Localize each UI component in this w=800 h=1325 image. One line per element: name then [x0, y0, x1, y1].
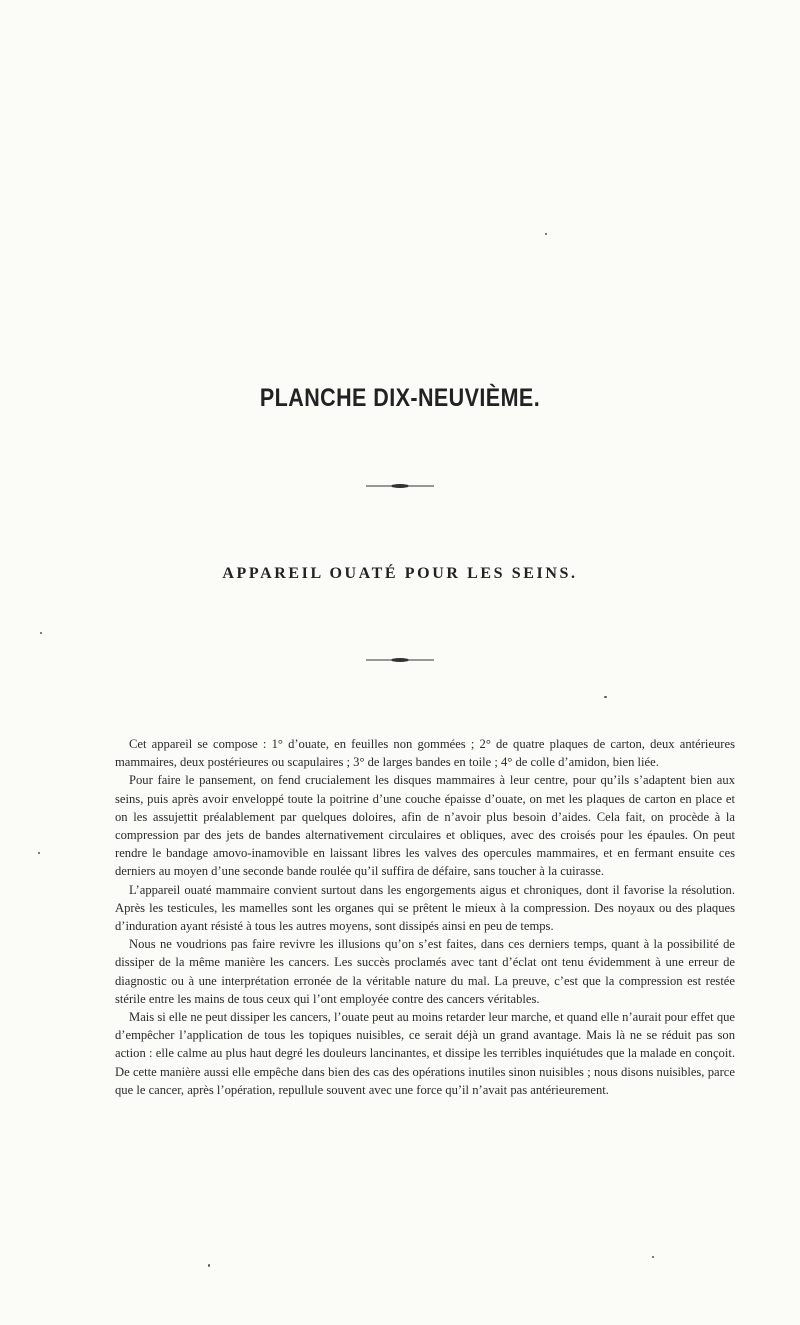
- paragraph-cancer-illusions: Nous ne voudrions pas faire revivre les illusions qu’on s’est faites, dans ces derniers temps, quant à la possibilité de dissiper de la même manière les cancers. Les succès proclamés avec tant d’éclat ont tenu évidemment à une erreur de diagnostic ou à une interprétation erronée de la véritable nature du mal. La preuve, c’est que la compression est restée stérile entre les mains de tous ceux qui l’ont employée contre des cancers véritables.: [115, 937, 735, 1006]
- body-text: [115, 735, 735, 1099]
- ornament-rule-top: [0, 482, 800, 492]
- paragraph-composition: Cet appareil se compose : 1° d’ouate, en feuilles non gommées ; 2° de quatre plaques de carton, deux antérieures mammaires, deux postérieures ou scapulaires ; 3° de larges bandes en toile ; 4° de colle d’amidon, bien liée.: [115, 737, 735, 770]
- section-title: APPAREIL OUATÉ POUR LES SEINS.: [222, 565, 578, 582]
- ornament-rule-bottom: [0, 656, 800, 666]
- paragraph-procedure: Pour faire le pansement, on fend crucialement les disques mammaires à leur centre, pour qu’ils s’adaptent bien aux seins, puis après avoir enveloppé toute la poitrine d’une couche épaisse d’ouate, on met les plaques de carton en place et on les assujettit préalablement par quelques doloires, afin de n’avoir plus besoin d’aides. Cela fait, on procède à la compression par des jets de bandes alternativement circulaires et obliques, avec des croisés pour les épaules. On peut rendre le bandage amovo-inamovible en laissant libres les valves des opercules mammaires, et en fermant ensuite ces derniers au moyen d’une seconde bande roulée qu’il suffira de défaire, sans toucher à la cuirasse.: [115, 773, 735, 879]
- paragraph-ouate-action: Mais si elle ne peut dissiper les cancers, l’ouate peut au moins retarder leur marche, et quand elle n’aurait pour effet que d’empêcher l’application de tous les topiques nuisibles, ce serait déjà un grand avantage. Mais là ne se réduit pas son action : elle calme au plus haut degré les douleurs lancinantes, et dissipe les terribles inquiétudes que la malade en conçoit. De cette manière aussi elle empêche dans bien des cas des opérations inutiles sinon nuisibles ; nous disons nuisibles, parce que le cancer, après l’opération, repullule souvent avec une force qu’il n’avait pas antérieurement.: [115, 1010, 735, 1097]
- plate-title: PLANCHE DIX-NEUVIÈME.: [259, 384, 541, 412]
- paragraph-indications: L’appareil ouaté mammaire convient surtout dans les engorgements aigus et chroniques, dont il favorise la résolution. Après les testicules, les mamelles sont les organes qui se prêtent le mieux à la compression. Des noyaux ou des plaques d’induration ayant résisté à tous les autres moyens, sont dissipés ainsi en peu de temps.: [115, 882, 735, 934]
